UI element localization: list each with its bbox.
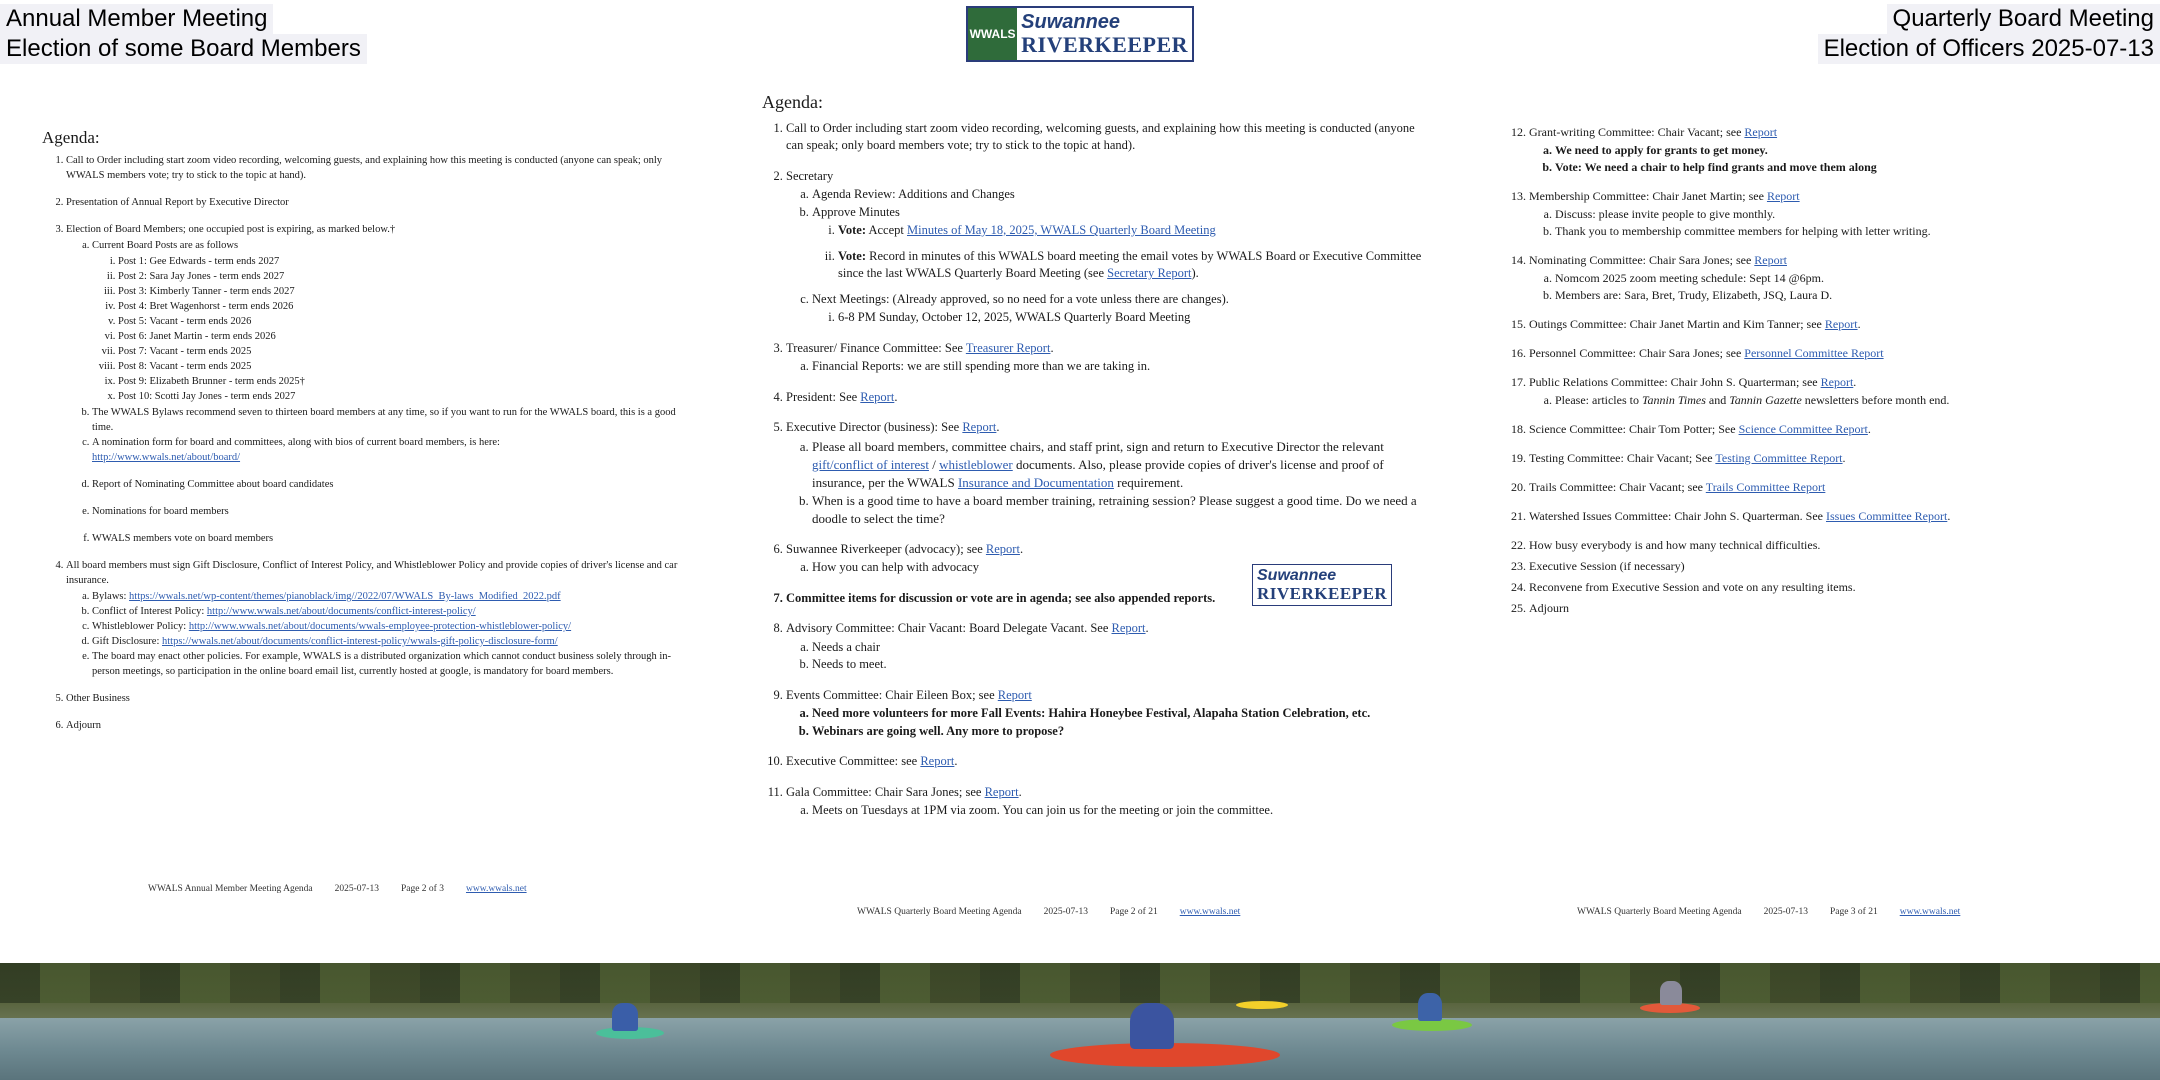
agenda-heading: Agenda:	[762, 92, 823, 112]
agenda-item: 12. Grant-writing Committee: Chair Vacant; see Report a. We need to apply for grants to get money. b. Vote: We need a chair to help find grants and move them along	[1529, 124, 2025, 176]
board-post: x. Post 10: Scotti Jay Jones - term ends 2027	[118, 389, 682, 404]
agenda-item: 1. Call to Order including start zoom video recording, welcoming guests, and explaining how this meeting is conducted (anyone can speak; only board members vote; try to stick to the topic at hand).	[786, 120, 1422, 155]
grant-report-link[interactable]: Report	[1744, 125, 1778, 139]
agenda-item: 15. Outings Committee: Chair Janet Martin and Kim Tanner; see Report.	[1529, 316, 2025, 333]
footer-website-link[interactable]: www.wwals.net	[1899, 907, 1961, 917]
agenda-item: 7. Committee items for discussion or vote are in agenda; see also appended reports.	[786, 590, 1422, 608]
sub-item: b. Vote: We need a chair to help find grants and move them along	[1555, 159, 2025, 176]
vote-item: ii. Vote: Record in minutes of this WWALS board meeting the email votes by WWALS Board or Executive Committee since the last WWALS Quarterly Board Meeting (see Secretary Report).	[838, 248, 1422, 283]
board-post: ix. Post 9: Elizabeth Brunner - term ends 2025†	[118, 374, 682, 389]
agenda-item: 25. Adjourn	[1529, 600, 2025, 617]
agenda-item: 16. Personnel Committee: Chair Sara Jones; see Personnel Committee Report	[1529, 345, 2025, 362]
whistleblower-link[interactable]: http://www.wwals.net/about/documents/wwals-employee-protection-whistleblower-policy/	[188, 621, 572, 632]
sub-item: e. The board may enact other policies. For example, WWALS is a distributed organization which cannot conduct business solely through in-person meetings, so participation in the online board email list, currently hosted at google, is mandatory for board members.	[92, 649, 682, 679]
executive-director-report-link[interactable]: Report	[962, 420, 997, 434]
sub-item: b. The WWALS Bylaws recommend seven to thirteen board members at any time, so if you want to run for the WWALS board, this is a good time.	[92, 405, 682, 435]
trails-report-link[interactable]: Trails Committee Report	[1705, 480, 1826, 494]
sub-item: f. WWALS members vote on board members	[92, 531, 682, 546]
insurance-documentation-link[interactable]: Insurance and Documentation	[957, 474, 1114, 490]
board-post: ii. Post 2: Sara Jay Jones - term ends 2027	[118, 269, 682, 284]
footer-website-link[interactable]: www.wwals.net	[465, 884, 527, 894]
sub-item: d. Report of Nominating Committee about board candidates	[92, 477, 682, 492]
sub-item: a. Please: articles to Tannin Times and Tannin Gazette newsletters before month end.	[1555, 392, 2025, 409]
kayak-icon	[1236, 1001, 1288, 1009]
agenda-list	[42, 153, 682, 733]
agenda-item: 6. Suwannee Riverkeeper (advocacy); see Report. a. How you can help with advocacy	[786, 541, 1422, 577]
sub-item: b. Approve Minutes i. Vote: Accept Minutes of May 18, 2025, WWALS Quarterly Board Meeting ii. Vote: Record in minutes of this WWALS board meeting the email votes by WWALS Board or Executive Committee since the last WWALS Quarterly Board Meeting (see Secretary Report).	[812, 204, 1422, 283]
pr-report-link[interactable]: Report	[1820, 375, 1854, 389]
sub-item: a. How you can help with advocacy	[812, 559, 1422, 577]
secretary-report-link[interactable]: Secretary Report	[1107, 266, 1192, 280]
election-officers-subtitle: Election of Officers 2025-07-13	[1818, 34, 2160, 64]
vote-item: i. Vote: Accept Minutes of May 18, 2025, WWALS Quarterly Board Meeting	[838, 222, 1422, 240]
logo-wordmark	[1017, 8, 1192, 60]
paddler-icon	[1418, 993, 1442, 1021]
agenda-item-policies: 4. All board members must sign Gift Disclosure, Conflict of Interest Policy, and Whistleblower Policy and provide copies of driver's license and car insurance. a. Bylaws: https://wwals.net/wp-content/themes/pianoblack/img//2022/07/WWALS_By-laws_Modified_2022.pdf b. Conflict of Interest Policy: http://www.wwals.net/about/documents/conflict-interest-policy/ c. Whistleblower Policy: http://www.wwals.net/about/documents/wwals-employee-protection-whistleblower-policy/ d. Gift Disclosure: https://wwals.net/about/documents/conflict-interest-policy/wwals-gift-policy-disclosure-form/ e. The board may enact other policies. For example, WWALS is a distributed organization which cannot conduct business solely through in-person meetings, so participation in the online board email list, currently hosted at google, is mandatory for board members.	[66, 558, 682, 679]
paddler-icon	[1130, 1003, 1174, 1049]
agenda-heading: Agenda:	[42, 128, 100, 147]
sub-item: c. Next Meetings: (Already approved, so no need for a vote unless there are changes). i. 6-8 PM Sunday, October 12, 2025, WWALS Quarterly Board Meeting	[812, 291, 1422, 327]
riverkeeper-report-link[interactable]: Report	[985, 541, 1020, 556]
sub-item: e. Nominations for board members	[92, 504, 682, 519]
annual-meeting-title: Annual Member Meeting	[0, 4, 273, 34]
left-title-block	[0, 4, 367, 64]
agenda-item: 13. Membership Committee: Chair Janet Martin; see Report a. Discuss: please invite people to give monthly. b. Thank you to membership committee members for helping with letter writing.	[1529, 188, 2025, 240]
treasurer-report-link[interactable]: Treasurer Report	[965, 340, 1051, 355]
paddler-icon	[612, 1003, 638, 1031]
sub-item: a. Financial Reports: we are still spending more than we are taking in.	[812, 358, 1422, 376]
board-post: iii. Post 3: Kimberly Tanner - term ends 2027	[118, 284, 682, 299]
agenda-item: 6. Adjourn	[66, 718, 682, 733]
personnel-report-link[interactable]: Personnel Committee Report	[1744, 346, 1884, 360]
quarterly-agenda-page-3	[1505, 124, 2025, 617]
page3-footer: WWALS Quarterly Board Meeting Agenda 2025-07-13 Page 3 of 21 www.wwals.net	[1577, 907, 1961, 917]
election-board-subtitle: Election of some Board Members	[0, 34, 367, 64]
page1-footer: WWALS Annual Member Meeting Agenda 2025-07-13 Page 2 of 3 www.wwals.net	[148, 884, 527, 894]
sub-item: a. Discuss: please invite people to give monthly.	[1555, 206, 2025, 223]
agenda-item: 19. Testing Committee: Chair Vacant; See Testing Committee Report.	[1529, 450, 2025, 467]
agenda-item: 18. Science Committee: Chair Tom Potter; See Science Committee Report.	[1529, 421, 2025, 438]
agenda-item: 22. How busy everybody is and how many technical difficulties.	[1529, 537, 2025, 554]
agenda-item: 17. Public Relations Committee: Chair John S. Quarterman; see Report. a. Please: articles to Tannin Times and Tannin Gazette newsletters before month end.	[1529, 374, 2025, 409]
board-post: v. Post 5: Vacant - term ends 2026	[118, 314, 682, 329]
riverkeeper-inline-logo	[1252, 564, 1392, 606]
agenda-item: 24. Reconvene from Executive Session and vote on any resulting items.	[1529, 579, 2025, 596]
gift-conflict-link[interactable]: gift/conflict of interest	[812, 456, 929, 472]
sub-item: a. Bylaws: https://wwals.net/wp-content/themes/pianoblack/img//2022/07/WWALS_By-laws_Modified_2022.pdf	[92, 589, 682, 604]
agenda-item: 21. Watershed Issues Committee: Chair John S. Quarterman. See Issues Committee Report.	[1529, 508, 2025, 525]
agenda-list	[762, 120, 1422, 820]
watershed-report-link[interactable]: Issues Committee Report	[1825, 509, 1948, 523]
wwals-badge-icon: WWALS	[968, 8, 1017, 60]
agenda-list	[1505, 124, 2025, 617]
logo-wordmark	[1253, 565, 1391, 605]
sub-item: c. A nomination form for board and committees, along with bios of current board members, is here: http://www.wwals.net/about/board/	[92, 435, 682, 465]
agenda-item-secretary: 2. Secretary a. Agenda Review: Additions and Changes b. Approve Minutes i. Vote: Accept Minutes of May 18, 2025, WWALS Quarterly Board Meeting ii. Vote: Record in minutes of this WWALS board meeting the email votes by WWALS Board or Executive Committee since the last WWALS Quarterly Board Meeting (see Secretary Report). c. Next Meetings: (Already approved, so no need for a vote unless there are changes). i. 6-8 PM Sunday, October 12, 2025, WWALS Quarterly Board Meeting	[786, 168, 1422, 327]
agenda-item: 11. Gala Committee: Chair Sara Jones; see Report. a. Meets on Tuesdays at 1PM via zoom. You can join us for the meeting or join the committee.	[786, 784, 1422, 820]
agenda-item: 5. Executive Director (business): See Report. a. Please all board members, committee chairs, and staff print, sign and return to Executive Director the relevant gift/conflict of interest / whistleblower documents. Also, please provide copies of driver's license and proof of insurance, per the WWALS Insurance and Documentation requirement. b. When is a good time to have a board member training, retraining session? Please suggest a good time. Do we need a doodle to select the time?	[786, 419, 1422, 528]
outings-report-link[interactable]: Report	[1824, 317, 1858, 331]
sub-item: a. Needs a chair	[812, 639, 1422, 657]
sub-item: a. We need to apply for grants to get money.	[1555, 142, 2025, 159]
gift-disclosure-link[interactable]: https://wwals.net/about/documents/conflict-interest-policy/wwals-gift-policy-disclosure-form/	[162, 636, 558, 647]
quarterly-agenda-page-2	[762, 94, 1422, 821]
sub-item: b. Needs to meet.	[812, 656, 1422, 674]
sub-item: a. Agenda Review: Additions and Changes	[812, 186, 1422, 204]
sub-item: b. Conflict of Interest Policy: http://www.wwals.net/about/documents/conflict-interest-policy/	[92, 604, 682, 619]
minutes-link[interactable]: Minutes of May 18, 2025, WWALS Quarterly Board Meeting	[906, 223, 1216, 237]
agenda-item: 1. Call to Order including start zoom video recording, welcoming guests, and explaining how this meeting is conducted (anyone can speak; only WWALS members vote; try to stick to the topic at hand).	[66, 153, 682, 183]
board-post: iv. Post 4: Bret Wagenhorst - term ends 2026	[118, 299, 682, 314]
sub-item: b. Members are: Sara, Bret, Trudy, Elizabeth, JSQ, Laura D.	[1555, 287, 2025, 304]
agenda-item: 3. Treasurer/ Finance Committee: See Treasurer Report. a. Financial Reports: we are still spending more than we are taking in.	[786, 340, 1422, 376]
sub-item: d. Gift Disclosure: https://wwals.net/about/documents/conflict-interest-policy/wwals-gift-policy-disclosure-form/	[92, 634, 682, 649]
tree-line	[0, 963, 2160, 1003]
conflict-interest-link[interactable]: http://www.wwals.net/about/documents/conflict-interest-policy/	[206, 606, 476, 617]
sub-item: b. When is a good time to have a board member training, retraining session? Please suggest a good time. Do we need a doodle to select the time?	[812, 492, 1422, 528]
next-meeting-item: i. 6-8 PM Sunday, October 12, 2025, WWALS Quarterly Board Meeting	[838, 309, 1422, 327]
membership-report-link[interactable]: Report	[1766, 189, 1800, 203]
board-post: vi. Post 6: Janet Martin - term ends 2026	[118, 329, 682, 344]
sub-item: a. Current Board Posts are as follows i. Post 1: Gee Edwards - term ends 2027 ii. Post 2: Sara Jay Jones - term ends 2027 iii. Post 3: Kimberly Tanner - term ends 2027 iv. Post 4: Bret Wagenhorst - term ends 2026 v. Post 5: Vacant - term ends 2026 vi. Post 6: Janet Martin - term ends 2026 vii. Post 7: Vacant - term ends 2025 viii. Post 8: Vacant - term ends 2025 ix. Post 9: Elizabeth Brunner - term ends 2025† x. Post 10: Scotti Jay Jones - term ends 2027	[92, 238, 682, 404]
nominating-report-link[interactable]: Report	[1754, 253, 1787, 267]
agenda-item: 23. Executive Session (if necessary)	[1529, 558, 2025, 575]
sub-item: b. Thank you to membership committee members for helping with letter writing.	[1555, 223, 2025, 240]
right-title-block	[1818, 4, 2160, 64]
quarterly-meeting-title: Quarterly Board Meeting	[1887, 4, 2160, 34]
board-post: i. Post 1: Gee Edwards - term ends 2027	[118, 254, 682, 269]
science-report-link[interactable]: Science Committee Report	[1738, 422, 1868, 436]
logo-word-riverkeeper: RIVERKEEPER	[1021, 32, 1188, 57]
board-nomination-link[interactable]: http://www.wwals.net/about/board/	[92, 452, 241, 463]
agenda-item: 20. Trails Committee: Chair Vacant; see Trails Committee Report	[1529, 479, 2025, 496]
whistleblower-link[interactable]: whistleblower	[939, 456, 1013, 472]
board-post: vii. Post 7: Vacant - term ends 2025	[118, 344, 682, 359]
river-kayak-photo	[0, 963, 2160, 1080]
gala-report-link[interactable]: Report	[984, 784, 1019, 799]
agenda-item: 10. Executive Committee: see Report.	[786, 753, 1422, 771]
agenda-item: 5. Other Business	[66, 691, 682, 706]
logo-word-suwannee: Suwannee	[1257, 567, 1337, 584]
paddler-icon	[1660, 981, 1682, 1005]
sub-item: b. Webinars are going well. Any more to propose?	[812, 723, 1422, 741]
suwannee-riverkeeper-logo	[966, 6, 1194, 62]
logo-word-riverkeeper: RIVERKEEPER	[1257, 584, 1388, 603]
testing-report-link[interactable]: Testing Committee Report	[1715, 451, 1843, 465]
sub-item: a. Need more volunteers for more Fall Events: Hahira Honeybee Festival, Alapaha Station Celebration, etc.	[812, 705, 1422, 723]
advisory-report-link[interactable]: Report	[1111, 621, 1146, 635]
annual-meeting-agenda-page	[42, 130, 682, 733]
sub-item: c. Whistleblower Policy: http://www.wwals.net/about/documents/wwals-employee-protection-whistleblower-policy/	[92, 619, 682, 634]
agenda-item-election: 3. Election of Board Members; one occupied post is expiring, as marked below.† a. Current Board Posts are as follows i. Post 1: Gee Edwards - term ends 2027 ii. Post 2: Sara Jay Jones - term ends 2027 iii. Post 3: Kimberly Tanner - term ends 2027 iv. Post 4: Bret Wagenhorst - term ends 2026 v. Post 5: Vacant - term ends 2026 vi. Post 6: Janet Martin - term ends 2026 vii. Post 7: Vacant - term ends 2025 viii. Post 8: Vacant - term ends 2025 ix. Post 9: Elizabeth Brunner - term ends 2025† x. Post 10: Scotti Jay Jones - term ends 2027 b. The WWALS Bylaws recommend seven to thirteen board members at any time, so if you want to run for the WWALS board, this is a good time. c. A nomination form for board and committees, along with bios of current board members, is here: http://www.wwals.net/about/board/ d. Report of Nominating Committee about board candidates e. Nominations for board members f. WWALS members vote on board members	[66, 222, 682, 546]
logo-word-suwannee: Suwannee	[1021, 11, 1121, 33]
agenda-item: 2. Presentation of Annual Report by Executive Director	[66, 195, 682, 210]
agenda-item: 9. Events Committee: Chair Eileen Box; see Report a. Need more volunteers for more Fall Events: Hahira Honeybee Festival, Alapaha Station Celebration, etc. b. Webinars are going well. Any more to propose?	[786, 687, 1422, 741]
sub-item: a. Please all board members, committee chairs, and staff print, sign and return to Executive Director the relevant gift/conflict of interest / whistleblower documents. Also, please provide copies of driver's license and proof of insurance, per the WWALS Insurance and Documentation requirement.	[812, 438, 1422, 492]
agenda-item: 8. Advisory Committee: Chair Vacant: Board Delegate Vacant. See Report. a. Needs a chair b. Needs to meet.	[786, 620, 1422, 674]
president-report-link[interactable]: Report	[860, 389, 895, 404]
board-posts-list	[92, 254, 682, 404]
footer-website-link[interactable]: www.wwals.net	[1179, 907, 1241, 917]
agenda-item: 4. President: See Report.	[786, 389, 1422, 407]
sub-item: a. Nomcom 2025 zoom meeting schedule: Sept 14 @6pm.	[1555, 270, 2025, 287]
sub-item: a. Meets on Tuesdays at 1PM via zoom. You can join us for the meeting or join the committee.	[812, 802, 1422, 820]
board-post: viii. Post 8: Vacant - term ends 2025	[118, 359, 682, 374]
agenda-item: 14. Nominating Committee: Chair Sara Jones; see Report a. Nomcom 2025 zoom meeting schedule: Sept 14 @6pm. b. Members are: Sara, Bret, Trudy, Elizabeth, JSQ, Laura D.	[1529, 252, 2025, 304]
page2-footer: WWALS Quarterly Board Meeting Agenda 2025-07-13 Page 2 of 21 www.wwals.net	[857, 907, 1241, 917]
events-report-link[interactable]: Report	[997, 687, 1032, 702]
executive-committee-report-link[interactable]: Report	[920, 754, 955, 768]
bylaws-link[interactable]: https://wwals.net/wp-content/themes/pianoblack/img//2022/07/WWALS_By-laws_Modified_2022.pdf	[129, 591, 561, 602]
